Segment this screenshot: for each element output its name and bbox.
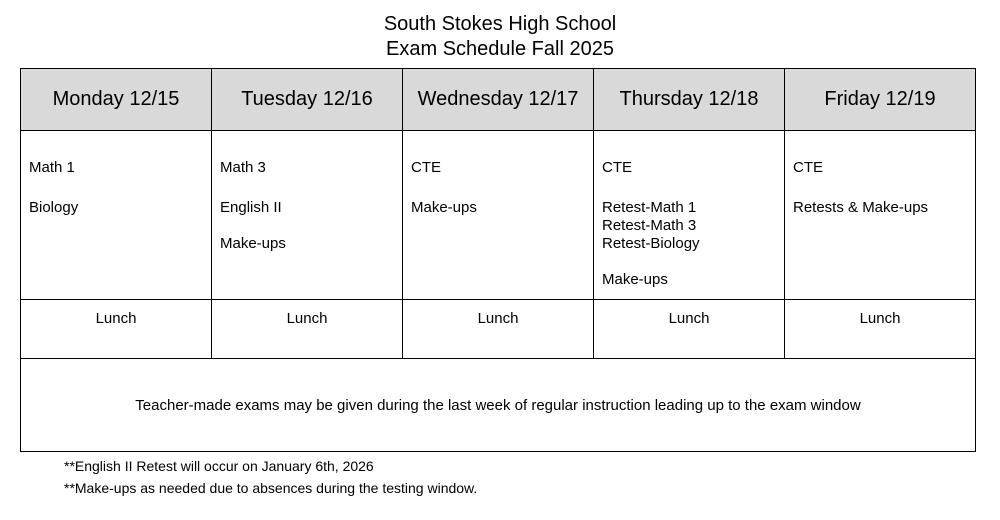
document-title [0, 12, 1000, 62]
note-row [21, 359, 976, 452]
exam-item: English II [220, 199, 282, 216]
exams-cell-wednesday [403, 131, 594, 300]
exam-item: CTE [411, 159, 441, 176]
exam-schedule-table [20, 68, 976, 452]
exams-cell-friday [785, 131, 976, 300]
footnote-english-retest: **English II Retest will occur on January 6th, 2026 [64, 458, 374, 474]
exam-item: Retests & Make-ups [793, 199, 929, 216]
exam-item: Make-ups [602, 271, 668, 288]
exams-cell-thursday [594, 131, 785, 300]
header-row [21, 69, 976, 131]
exam-item: Retest-Biology [602, 235, 700, 252]
lunch-label: Lunch [668, 310, 710, 327]
footnotes [64, 455, 477, 499]
day-header-tuesday: Tuesday 12/16 [212, 69, 403, 131]
exam-item: Math 3 [220, 159, 266, 176]
exams-row [21, 131, 976, 300]
exam-item: Retest-Math 1 [602, 199, 697, 216]
lunch-row [21, 300, 976, 359]
exam-item: Make-ups [411, 199, 477, 216]
exam-item: CTE [793, 159, 823, 176]
footnote-makeups: **Make-ups as needed due to absences during the testing window. [64, 480, 478, 496]
exams-cell-monday [21, 131, 212, 300]
day-header-friday: Friday 12/19 [785, 69, 976, 131]
lunch-label: Lunch [477, 310, 519, 327]
lunch-label: Lunch [95, 310, 137, 327]
school-name: South Stokes High School [383, 13, 617, 35]
exam-item: Math 1 [29, 159, 75, 176]
day-header-thursday: Thursday 12/18 [594, 69, 785, 131]
exam-item: CTE [602, 159, 632, 176]
teacher-exam-note: Teacher-made exams may be given during the last week of regular instruction leading up to the exam window [21, 359, 976, 452]
schedule-title: Exam Schedule Fall 2025 [386, 38, 614, 60]
exam-item: Retest-Math 3 [602, 217, 697, 234]
lunch-label: Lunch [286, 310, 328, 327]
lunch-cell-friday [785, 300, 976, 359]
exams-cell-tuesday [212, 131, 403, 300]
day-header-monday: Monday 12/15 [21, 69, 212, 131]
exam-item: Make-ups [220, 235, 286, 252]
lunch-cell-monday [21, 300, 212, 359]
lunch-label: Lunch [859, 310, 901, 327]
lunch-cell-wednesday [403, 300, 594, 359]
day-header-wednesday: Wednesday 12/17 [403, 69, 594, 131]
exam-item: Biology [29, 199, 79, 216]
lunch-cell-thursday [594, 300, 785, 359]
lunch-cell-tuesday [212, 300, 403, 359]
